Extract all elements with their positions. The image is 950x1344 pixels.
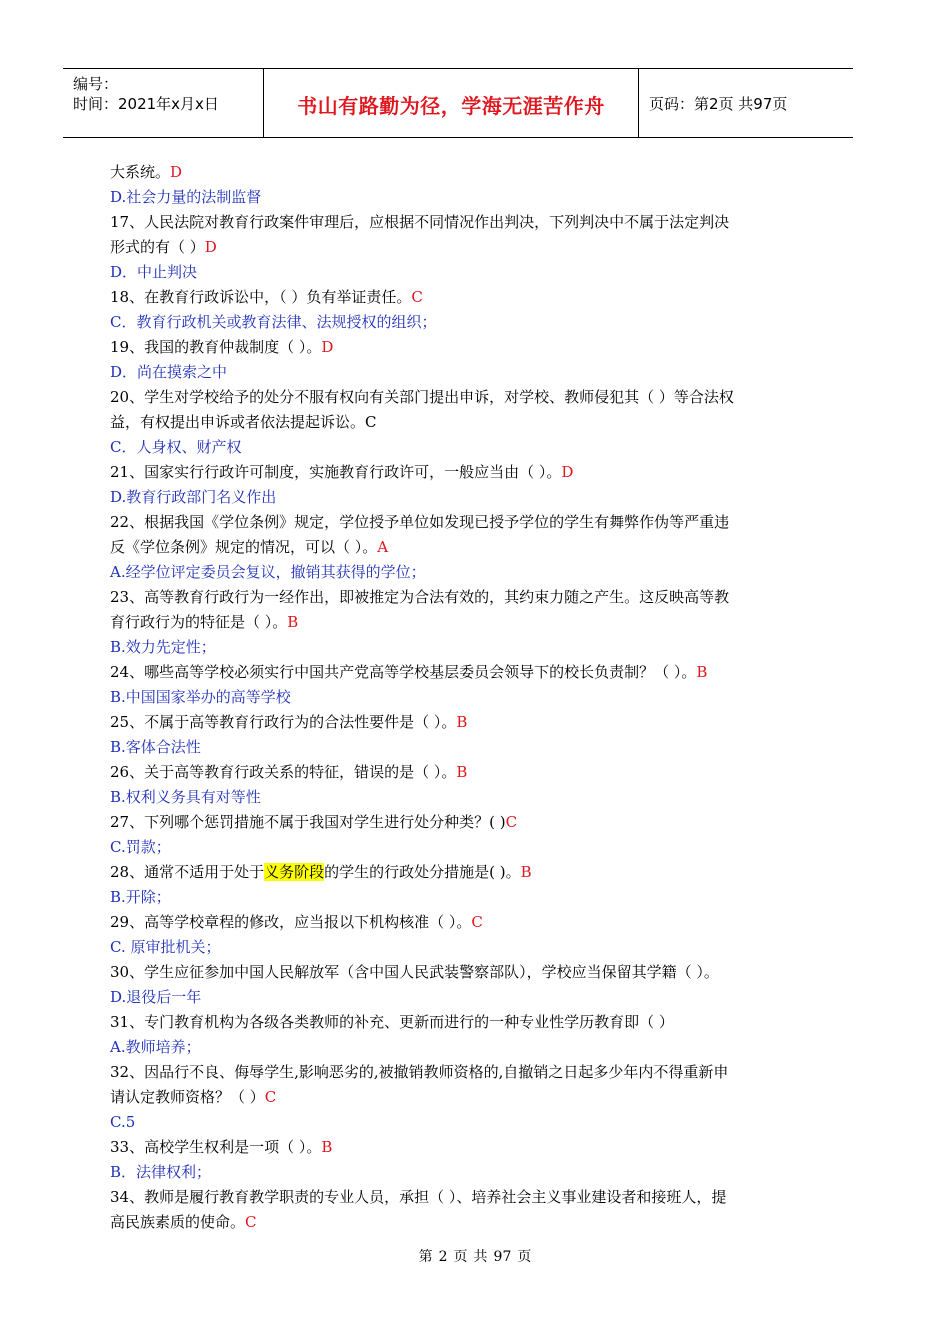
answer-key: C <box>411 288 423 306</box>
question-line <box>110 1135 810 1160</box>
question-text: 29、高等学校章程的修改，应当报以下机构核准（ ）。 <box>110 913 472 931</box>
answer-key: D <box>561 463 574 481</box>
answer-key: C <box>505 813 518 831</box>
question-line <box>110 585 810 610</box>
question-text: 育行政行为的特征是（ ）。 <box>110 613 288 631</box>
question-text: 19、我国的教育仲裁制度（ ）。 <box>110 338 322 356</box>
question-line <box>110 910 810 935</box>
option-line <box>110 360 810 385</box>
answer-key: B <box>520 863 532 881</box>
question-text: 24、哪些高等学校必须实行中国共产党高等学校基层委员会领导下的校长负责制？（ ）。 <box>110 663 697 681</box>
question-line <box>110 710 810 735</box>
question-line <box>110 385 810 410</box>
option-line <box>110 435 810 460</box>
question-line <box>110 760 810 785</box>
answer-key: C <box>471 913 483 931</box>
header-meta-cell <box>63 69 264 137</box>
question-text: 反《学位条例》规定的情况，可以（ ）。 <box>110 538 378 556</box>
option-line <box>110 185 810 210</box>
number-label: 编号： <box>73 75 119 93</box>
answer-option-text: B.客体合法性 <box>110 738 201 756</box>
question-line <box>110 960 810 985</box>
question-text: 21、国家实行行政许可制度，实施教育行政许可，一般应当由（ ）。 <box>110 463 562 481</box>
question-text: 26、关于高等教育行政关系的特征，错误的是（ ）。 <box>110 763 457 781</box>
option-line <box>110 310 810 335</box>
footer-text: 页 <box>453 1249 468 1265</box>
question-text: 20、学生对学校给予的处分不服有权向有关部门提出申诉，对学校、教师侵犯其（ ）等合法权 <box>110 388 734 406</box>
question-line <box>110 660 810 685</box>
answer-option-text: B.中国国家举办的高等学校 <box>110 688 291 706</box>
question-text: 高民族素质的使命。 <box>110 1213 246 1231</box>
option-line <box>110 785 810 810</box>
answer-option-text: C．人身权、财产权 <box>110 438 242 456</box>
question-line <box>110 610 810 635</box>
question-line <box>110 535 810 560</box>
question-line <box>110 460 810 485</box>
question-text: 33、高校学生权利是一项（ ）。 <box>110 1138 322 1156</box>
answer-key: D <box>170 163 183 181</box>
option-line <box>110 935 810 960</box>
answer-key: B <box>321 1138 333 1156</box>
answer-key: B <box>456 713 468 731</box>
option-line <box>110 635 810 660</box>
answer-option-text: A.经学位评定委员会复议，撤销其获得的学位； <box>110 563 426 581</box>
option-line <box>110 685 810 710</box>
question-text: 请认定教师资格？（ ） <box>110 1088 265 1106</box>
question-line <box>110 160 810 185</box>
footer-text: 页 <box>517 1249 532 1265</box>
page-header <box>63 68 853 138</box>
answer-option-text: D.退役后一年 <box>110 988 202 1006</box>
option-line <box>110 985 810 1010</box>
question-text: 30、学生应征参加中国人民解放军（含中国人民武装警察部队），学校应当保留其学籍（ ）。 <box>110 963 719 981</box>
answer-option-text: B．法律权利； <box>110 1163 212 1181</box>
question-text: 28、通常不适用于处于 <box>110 863 265 881</box>
answer-option-text: D.教育行政部门名义作出 <box>110 488 277 506</box>
option-line <box>110 885 810 910</box>
answer-option-text: C.罚款； <box>110 838 171 856</box>
answer-key: C <box>245 1213 257 1231</box>
question-text: 34、教师是履行教育教学职责的专业人员，承担（ ）、培养社会主义事业建设者和接班人，提 <box>110 1188 727 1206</box>
question-line <box>110 1210 810 1235</box>
question-line <box>110 210 810 235</box>
page-info: 页码：第2页 共97页 <box>649 95 788 113</box>
answer-key: B <box>696 663 708 681</box>
question-line <box>110 1185 810 1210</box>
answer-option-text: B.开除； <box>110 888 171 906</box>
answer-key: C <box>264 1088 277 1106</box>
highlighted-text: 义务阶段 <box>264 863 325 881</box>
answer-key: A <box>377 538 389 556</box>
question-text: 27、下列哪个惩罚措施不属于我国对学生进行处分种类？( ) <box>110 813 506 831</box>
answer-option-text: B.权利义务具有对等性 <box>110 788 261 806</box>
question-text: 17、人民法院对教育行政案件审理后，应根据不同情况作出判决，下列判决中不属于法定判决 <box>110 213 730 231</box>
page-footer <box>0 1246 950 1266</box>
answer-option-text: C. 原审批机关； <box>110 938 221 956</box>
option-line <box>110 835 810 860</box>
question-line <box>110 335 810 360</box>
option-line <box>110 1160 810 1185</box>
question-text: 22、根据我国《学位条例》规定，学位授予单位如发现已授予学位的学生有舞弊作伪等严重违 <box>110 513 730 531</box>
footer-text: 第 <box>418 1249 433 1265</box>
answer-key: D <box>321 338 334 356</box>
question-text: 益，有权提出申诉或者依法提起诉讼。C <box>110 413 377 431</box>
question-list <box>110 160 810 1235</box>
question-line <box>110 1085 810 1110</box>
question-text: 25、不属于高等教育行政行为的合法性要件是（ ）。 <box>110 713 457 731</box>
answer-option-text: D．中止判决 <box>110 263 198 281</box>
question-text: 31、专门教育机构为各级各类教师的补充、更新而进行的一种专业性学历教育即（ ） <box>110 1013 674 1031</box>
footer-text: 共 <box>473 1249 488 1265</box>
question-line <box>110 1060 810 1085</box>
footer-total-pages: 97 <box>493 1249 512 1265</box>
option-line <box>110 560 810 585</box>
question-text: 大系统。 <box>110 163 171 181</box>
answer-option-text: D．尚在摸索之中 <box>110 363 228 381</box>
question-line <box>110 810 810 835</box>
question-line <box>110 285 810 310</box>
time-label: 时间：2021年x月x日 <box>73 95 219 113</box>
option-line <box>110 260 810 285</box>
question-line <box>110 510 810 535</box>
question-line <box>110 1010 810 1035</box>
answer-option-text: C.5 <box>110 1113 136 1131</box>
question-line <box>110 235 810 260</box>
answer-option-text: A.教师培养； <box>110 1038 201 1056</box>
header-page-cell <box>639 69 853 137</box>
answer-key: B <box>456 763 468 781</box>
option-line <box>110 735 810 760</box>
question-text: 18、在教育行政诉讼中，（ ）负有举证责任。 <box>110 288 412 306</box>
question-line <box>110 860 810 885</box>
option-line <box>110 1110 810 1135</box>
question-text: 形式的有（ ） <box>110 238 205 256</box>
question-text: 32、因品行不良、侮辱学生,影响恶劣的,被撤销教师资格的,自撤销之日起多少年内不得重新申 <box>110 1063 729 1081</box>
option-line <box>110 1035 810 1060</box>
question-line <box>110 410 810 435</box>
question-text: 23、高等教育行政行为一经作出，即被推定为合法有效的，其约束力随之产生。这反映高等教 <box>110 588 730 606</box>
answer-option-text: B.效力先定性； <box>110 638 216 656</box>
answer-key: B <box>287 613 299 631</box>
answer-option-text: C．教育行政机关或教育法律、法规授权的组织； <box>110 313 437 331</box>
header-motto-cell <box>264 69 639 137</box>
footer-page-number: 2 <box>438 1249 448 1265</box>
option-line <box>110 485 810 510</box>
motto: 书山有路勤为径，学海无涯苦作舟 <box>297 94 605 118</box>
answer-option-text: D.社会力量的法制监督 <box>110 188 262 206</box>
question-text: 的学生的行政处分措施是( )。 <box>324 863 521 881</box>
answer-key: D <box>204 238 217 256</box>
